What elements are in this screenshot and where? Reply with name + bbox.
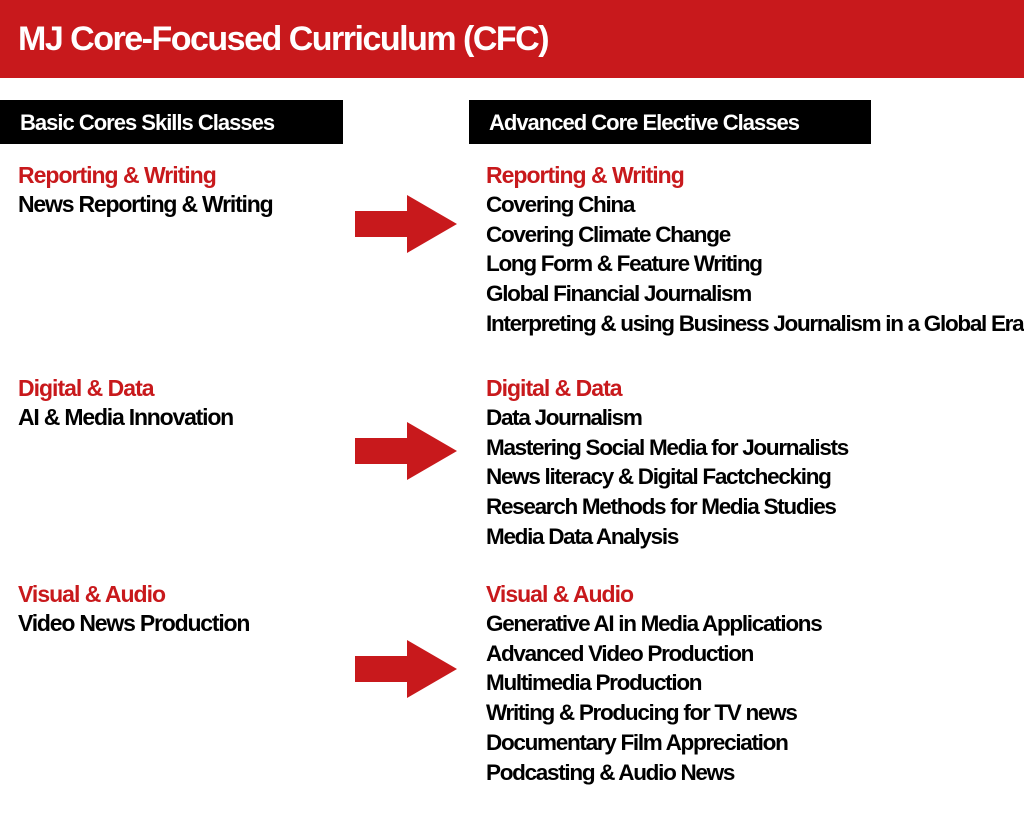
advanced-category-label: Reporting & Writing	[486, 162, 684, 188]
arrow-right-icon	[355, 640, 457, 698]
basic-group-reporting-writing	[18, 160, 338, 220]
advanced-class-item: Multimedia Production	[486, 670, 702, 696]
basic-category-label: Digital & Data	[18, 375, 154, 401]
advanced-class-item: Documentary Film Appreciation	[486, 729, 788, 755]
page-title: MJ Core-Focused Curriculum (CFC)	[18, 20, 549, 58]
advanced-class-item: Interpreting & using Business Journalism in a Global Era	[486, 310, 1024, 336]
advanced-category-label: Visual & Audio	[486, 581, 634, 607]
basic-column-header-label: Basic Cores Skills Classes	[20, 110, 275, 135]
basic-class-list	[18, 190, 338, 220]
advanced-column-header	[469, 100, 871, 144]
title-banner	[0, 0, 1024, 78]
advanced-group-reporting-writing	[486, 160, 1022, 339]
basic-column-header	[0, 100, 343, 144]
advanced-class-list	[486, 403, 1022, 552]
basic-class-item: News Reporting & Writing	[18, 191, 273, 217]
advanced-class-item: Long Form & Feature Writing	[486, 251, 762, 277]
advanced-class-item: Media Data Analysis	[486, 523, 679, 549]
advanced-class-item: Writing & Producing for TV news	[486, 700, 797, 726]
arrow-right-icon	[355, 422, 457, 480]
advanced-group-digital-data	[486, 373, 1022, 552]
advanced-group-visual-audio	[486, 579, 1022, 787]
basic-class-item: AI & Media Innovation	[18, 404, 234, 430]
basic-group-digital-data	[18, 373, 338, 433]
advanced-category-label: Digital & Data	[486, 375, 622, 401]
advanced-class-item: Research Methods for Media Studies	[486, 494, 836, 520]
basic-category-label: Visual & Audio	[18, 581, 166, 607]
basic-group-visual-audio	[18, 579, 338, 639]
arrow-right-icon	[355, 195, 457, 253]
advanced-class-list	[486, 609, 1022, 787]
advanced-class-item: Data Journalism	[486, 405, 642, 430]
advanced-class-item: Global Financial Journalism	[486, 281, 751, 307]
advanced-class-item: News literacy & Digital Factchecking	[486, 464, 831, 490]
advanced-class-list	[486, 190, 1022, 339]
advanced-class-item: Generative AI in Media Applications	[486, 611, 822, 636]
basic-class-item: Video News Production	[18, 610, 250, 636]
basic-class-list	[18, 609, 338, 639]
advanced-class-item: Podcasting & Audio News	[486, 759, 735, 785]
advanced-class-item: Mastering Social Media for Journalists	[486, 434, 848, 460]
advanced-column-header-label: Advanced Core Elective Classes	[489, 110, 799, 135]
basic-category-label: Reporting & Writing	[18, 162, 216, 188]
basic-class-list	[18, 403, 338, 433]
advanced-class-item: Advanced Video Production	[486, 640, 754, 666]
advanced-class-item: Covering China	[486, 192, 635, 217]
advanced-class-item: Covering Climate Change	[486, 221, 730, 247]
